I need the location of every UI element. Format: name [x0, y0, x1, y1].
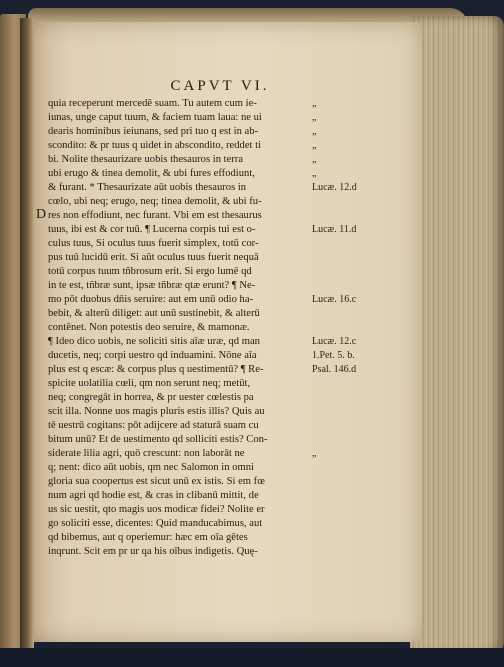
margin-note: [312, 209, 372, 223]
text-line: cœlo, ubi neq; erugo, neq; tinea demolit, & ubi fu-: [48, 196, 262, 207]
margin-note: Lucæ. 16.c: [312, 294, 357, 305]
text-line: neq; congregāt in horrea, & pr uester cœlestis pa: [48, 392, 254, 403]
text-line: tuus, ibi est & cor tuū. ¶ Lucerna corpis tui est o-: [48, 224, 256, 235]
margin-references: [312, 97, 372, 461]
text-line: totū corpus tuum tñbrosum erit. Si ergo lumē qd: [48, 266, 252, 277]
margin-note: Lucæ. 12.c: [312, 336, 357, 347]
margin-note: 1.Pet. 5. b.: [312, 350, 355, 361]
text-line: res non effodiunt, nec furant. Vbi em est thesaurus: [48, 210, 262, 221]
text-line: contēnet. Non potestis deo seruire, & mamonæ.: [48, 322, 250, 333]
margin-note: „: [312, 168, 317, 179]
text-line: num agri qd hodie est, & cras in clibanū mittit, de: [48, 490, 259, 501]
background-shadow: [0, 648, 504, 667]
text-line: mo pōt duobus dn̄is seruire: aut em unū odio ha-: [48, 294, 254, 305]
margin-note: [312, 195, 372, 209]
text-line: q; nent: dico aūt uobis, qm nec Salomon in omni: [48, 462, 254, 473]
margin-note: [312, 391, 372, 405]
text-line: tē uestrū cogitans: pōt adijcere ad staturā suam cu: [48, 420, 259, 431]
text-line: go soliciti esse, dicentes: Quid manducabimus, aut: [48, 518, 263, 529]
text-line: ducetis, neq; corpi uestro qd induamini. Nōne aīa: [48, 350, 257, 361]
margin-note: Psal. 146.d: [312, 364, 357, 375]
margin-note: [312, 279, 372, 293]
margin-note: Lucæ. 12.d: [312, 182, 357, 193]
text-line: siderate lilia agri, quō crescunt: non laborāt ne: [48, 448, 245, 459]
text-line: pus tuū lucidū erit. Si aūt oculus tuus fuerit nequā: [48, 252, 259, 263]
book-gutter: [20, 18, 34, 654]
margin-note: [312, 377, 372, 391]
margin-note: [312, 433, 372, 447]
margin-note: „: [312, 98, 317, 109]
text-line: culus tuus, Si oculus tuus fuerit simplex, totū cor-: [48, 238, 259, 249]
text-line: us sic uestit, qto magis uos modicæ fidei? Nolite er: [48, 504, 265, 515]
margin-note: „: [312, 448, 317, 459]
text-line: quia receperunt mercedē suam. Tu autem cum ie-: [48, 98, 257, 109]
chapter-heading: CAPVT VI.: [170, 78, 270, 94]
margin-note: [312, 307, 372, 321]
text-line: ubi erugo & tinea demolit, & ubi fures effodiunt,: [48, 168, 255, 179]
margin-note: „: [312, 126, 317, 137]
text-line: dearis hominibus ieiunans, sed pri tuo q est in ab-: [48, 126, 259, 137]
body-text: [48, 97, 310, 559]
text-line: scondito: & pr tuus q uidet in abscondito, reddet ti: [48, 140, 262, 151]
margin-note: [312, 405, 372, 419]
drop-letter: D: [36, 207, 47, 222]
margin-note: [312, 237, 372, 251]
margin-note: [312, 321, 372, 335]
text-line: in te est, tñbræ sunt, ipsæ tñbræ qtæ erunt? ¶ Ne-: [48, 280, 256, 291]
margin-note: [312, 419, 372, 433]
text-line: ¶ Ideo dico uobis, ne soliciti sitis aīæ uræ, qd man: [48, 336, 260, 347]
text-line: bebit, & alterū diliget: aut unū sustinebit, & alterū: [48, 308, 260, 319]
text-line: iunas, unge caput tuum, & faciem tuam laua: ne ui: [48, 112, 262, 123]
text-line: plus est q escæ: & corpus plus q uestimentū? ¶ Re-: [48, 364, 264, 375]
text-line: qd bibemus, aut q operiemur: hæc em oīa gētes: [48, 532, 248, 543]
margin-note: „: [312, 140, 317, 151]
text-line: spicite uolatilia cœli, qm non serunt neq; metūt,: [48, 378, 251, 389]
page-fore-edge: [410, 16, 504, 656]
text-line: bitum unū? Et de uestimento qd solliciti estis? Con-: [48, 434, 268, 445]
margin-note: [312, 251, 372, 265]
text-line: inqrunt. Scit em pr ur qa his oībus indigetis. Quę-: [48, 546, 258, 557]
margin-note: „: [312, 154, 317, 165]
text-line: & furant. * Thesaurizate aūt uobis thesauros in: [48, 182, 247, 193]
margin-note: Lucæ. 11.d: [312, 224, 357, 235]
text-line: bi. Nolite thesaurizare uobis thesauros in terra: [48, 154, 244, 165]
margin-note: [312, 265, 372, 279]
text-line: gloria sua coopertus est sicut unū ex istis. Si em fœ: [48, 476, 265, 487]
text-line: scit illa. Nonne uos magis pluris estis illis? Quis au: [48, 406, 265, 417]
margin-note: „: [312, 112, 317, 123]
